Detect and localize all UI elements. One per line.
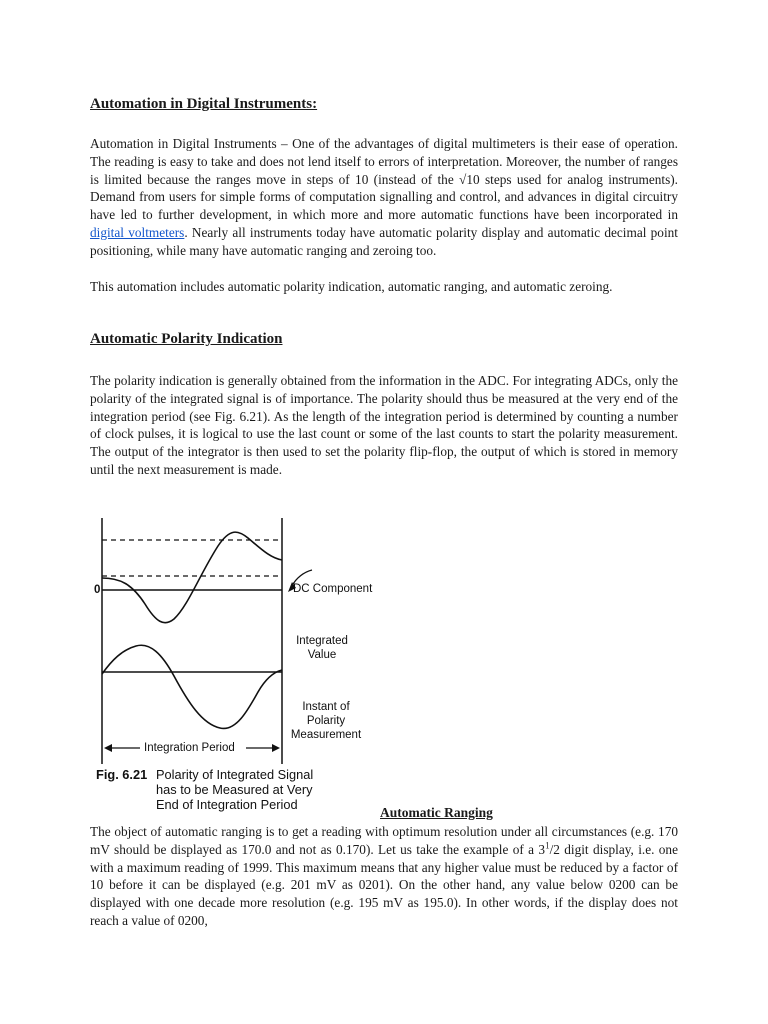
instant-of-measurement-label	[286, 700, 366, 742]
heading-ranging: Automatic Ranging	[380, 805, 493, 820]
paragraph-text: The object of automatic ranging is to get a reading with optimum resolution under all circumstances (e.g. 170 mV should be displayed as 170.0 and not as 0.170). Let us take the example of a 3	[90, 824, 678, 857]
fraction-superscript: 1	[545, 840, 550, 851]
paragraph-automation-intro	[90, 135, 678, 260]
caption-line: End of Integration Period	[156, 797, 298, 812]
figure-caption	[96, 767, 396, 812]
heading-polarity: Automatic Polarity Indication	[90, 331, 283, 347]
caption-line: Polarity of Integrated Signal	[156, 767, 314, 782]
digital-voltmeters-link[interactable]: digital voltmeters	[90, 224, 185, 240]
paragraph-automation-includes: This automation includes automatic polarity indication, automatic ranging, and automatic zeroing.	[90, 279, 613, 294]
paragraph-text: . Nearly all instruments today have automatic polarity display and automatic decimal point positioning, while many have automatic ranging and zeroing too.	[90, 224, 678, 258]
instant-line: Measurement	[290, 729, 362, 741]
instant-line: Instant of	[302, 701, 350, 713]
integration-period-label: Integration Period	[144, 742, 235, 754]
dc-component-label: DC Component	[293, 583, 373, 595]
integrated-value-line: Value	[307, 649, 337, 661]
zero-label: 0	[94, 584, 101, 596]
paragraph-ranging	[90, 823, 678, 930]
figure-number: Fig. 6.21	[96, 767, 148, 782]
instant-line: Polarity	[306, 715, 346, 727]
paragraph-text: Automation in Digital Instruments – One of the advantages of digital multimeters is their ease of operation. The reading is easy to take and does not lend itself to errors of interpretation. Moreover, the number of ranges is limited because the ranges move in steps of 10 (instead of the √10 steps used for analog instruments). Demand from users for simple forms of computation signalling and control, and advances in digital circuitry have led to further development, in which more and more automatic functions have been incorporated in	[90, 136, 678, 223]
integrated-value-line: Integrated	[296, 635, 348, 647]
paragraph-polarity: The polarity indication is generally obtained from the information in the ADC. For integrating ADCs, only the polarity of the integrated signal is of importance. The polarity should thus be measured at the very end of the integration period (see Fig. 6.21). As the length of the integration period is determined by counting a number of clock pulses, it is logical to use the last count or some of the last counts to start the polarity measurement. The output of the integrator is then used to set the polarity flip-flop, the output of which is stored in memory until the next measurement is made.	[90, 373, 678, 477]
caption-line: has to be Measured at Very	[156, 782, 313, 797]
integrated-value-label	[290, 634, 354, 662]
paragraph-text: /2 digit display, i.e. one with a maximum reading of 1999. This maximum means that any higher value must be reduced by a factor of 10 before it can be displayed (e.g. 201 mV as 0201). On the other hand, any value below 0200 can be displayed with one decade more resolution (e.g. 195 mV as 195.0). In other words, if the display does not reach a value of 0200,	[90, 841, 678, 928]
heading-automation: Automation in Digital Instruments:	[90, 96, 318, 112]
